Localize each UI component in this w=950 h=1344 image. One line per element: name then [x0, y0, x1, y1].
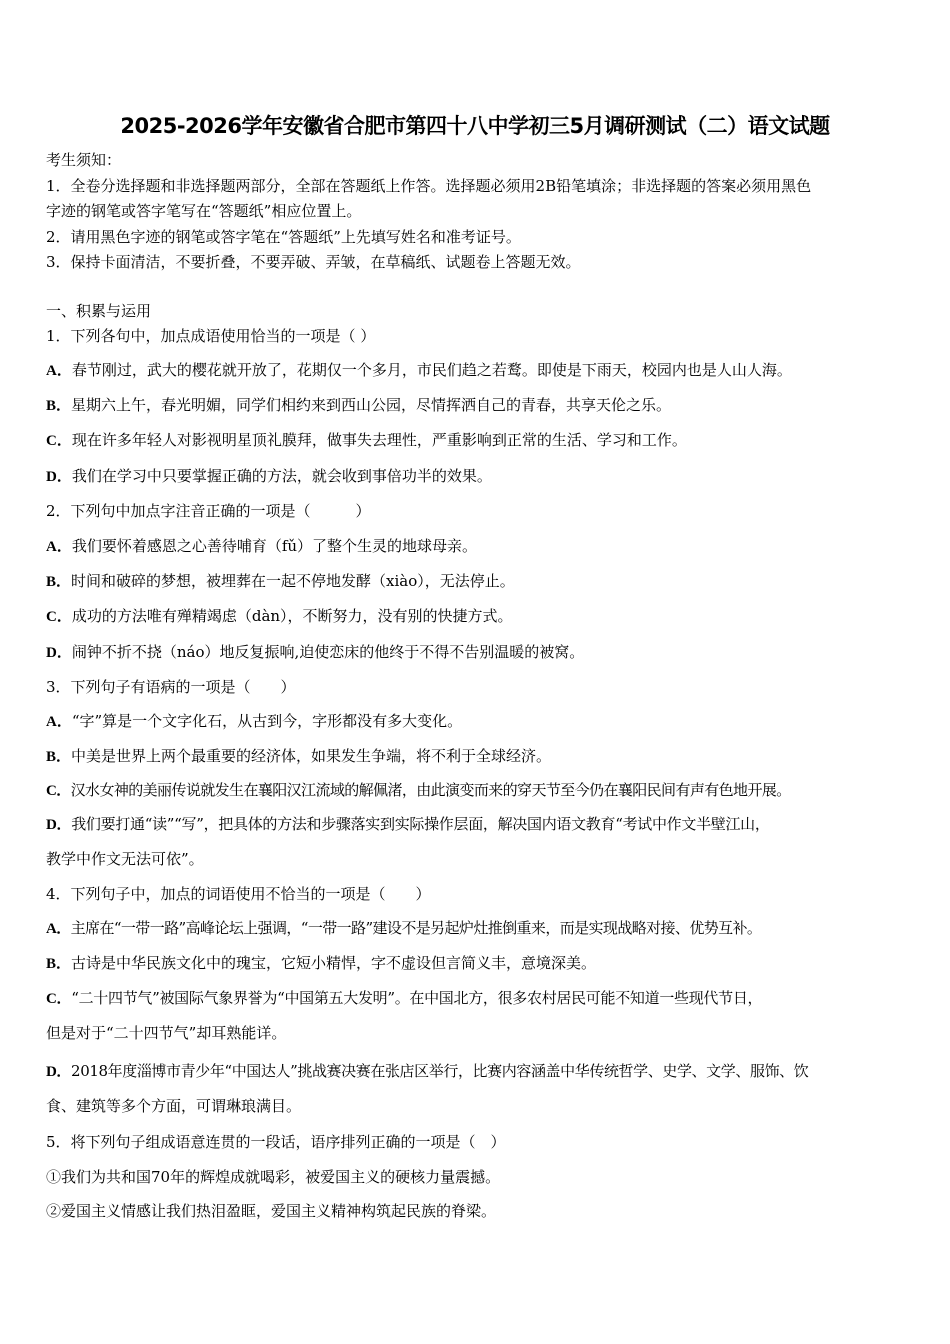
- option-text: 春节刚过，武大的樱花就开放了，花期仅一个多月，市民们趋之若鹜。即使是下雨天，校园内也是人山人海。: [71, 361, 792, 379]
- option-text: 汉水女神的美丽传说就发生在襄阳汉江流域的解佩渚，由此演变而来的穿天节至今仍在襄阳民间有声有色地开展。: [70, 781, 791, 799]
- option-continuation: 食、建筑等多个方面，可谓琳琅满目。: [46, 1097, 302, 1115]
- option-label: D．: [46, 1064, 72, 1080]
- option: [46, 814, 770, 835]
- option-text: “二十四节气”被国际气象界誉为“中国第五大发明”。在中国北方，很多农村居民可能不知道一些现代节日，: [71, 989, 763, 1007]
- option: [46, 918, 761, 939]
- option: [46, 571, 515, 592]
- option-text: 我们在学习中只要掌握正确的方法，就会收到事倍功半的效果。: [71, 467, 492, 485]
- option: [46, 953, 596, 974]
- option-label: C．: [46, 783, 71, 799]
- option-label: D．: [46, 817, 72, 833]
- item-text: 我们为共和国70年的辉煌成就喝彩，被爱国主义的硬核力量震撼。: [61, 1168, 501, 1186]
- option-label: A．: [46, 921, 71, 937]
- question-stem: 3．下列句子有语病的一项是（ ）: [46, 678, 296, 696]
- option-label: B．: [46, 398, 72, 414]
- question-stem: 1．下列各句中，加点成语使用恰当的一项是（ ）: [46, 327, 376, 345]
- option-label: B．: [46, 749, 72, 765]
- option-text: 我们要打通“读”“写”，把具体的方法和步骤落实到实际操作层面，解决国内语文教育“考试中作文半壁江山，: [71, 815, 770, 833]
- option: [46, 746, 551, 767]
- notice-line: 字迹的钢笔或答字笔写在“答题纸”相应位置上。: [46, 202, 362, 220]
- section-heading: 一、积累与运用: [46, 302, 152, 320]
- option-text: 古诗是中华民族文化中的瑰宝，它短小精悍，字不虚设但言简义丰，意境深美。: [71, 954, 597, 972]
- option-label: C．: [46, 609, 72, 625]
- item-number: ①: [46, 1168, 62, 1186]
- option-label: C．: [46, 433, 72, 449]
- option-label: B．: [46, 956, 72, 972]
- page-title: 2025-2026学年安徽省合肥市第四十八中学初三5月调研测试（二）语文试题: [120, 114, 830, 138]
- option: [46, 988, 762, 1009]
- option-label: D．: [46, 645, 72, 661]
- option-text: 中美是世界上两个最重要的经济体，如果发生争端，将不利于全球经济。: [71, 747, 552, 765]
- option-label: A．: [46, 539, 72, 555]
- notice-heading: 考生须知：: [46, 151, 122, 169]
- option-label: A．: [46, 714, 72, 730]
- option-text: 现在许多年轻人对影视明星顶礼膜拜，做事失去理性，严重影响到正常的生活、学习和工作。: [71, 431, 687, 449]
- option-text: 闹钟不折不挠（náo）地反复振响,迫使恋床的他终于不得不告别温暖的被窝。: [71, 643, 585, 661]
- option-text: 星期六上午，春光明媚，同学们相约来到西山公园，尽情挥洒自己的青春，共享天伦之乐。: [71, 396, 672, 414]
- option-label: A．: [46, 363, 72, 379]
- option-text: 成功的方法唯有殚精竭虑（dàn），不断努力，没有别的快捷方式。: [71, 607, 513, 625]
- item-text: 爱国主义情感让我们热泪盈眶，爱国主义精神构筑起民族的脊梁。: [61, 1202, 497, 1220]
- sentence-item: [46, 1167, 500, 1187]
- option: [46, 642, 584, 663]
- option: [46, 430, 687, 451]
- option-text: “字”算是一个文字化石，从古到今，字形都没有多大变化。: [71, 712, 463, 730]
- option-label: B．: [46, 574, 72, 590]
- question-stem: 2．下列句中加点字注音正确的一项是（ ）: [46, 502, 371, 520]
- sentence-item: [46, 1201, 496, 1221]
- option: [46, 780, 791, 801]
- option: [46, 395, 671, 416]
- option-continuation: 教学中作文无法可依”。: [46, 850, 204, 868]
- option-continuation: 但是对于“二十四节气”却耳熟能详。: [46, 1024, 287, 1042]
- option: [46, 360, 792, 381]
- option: [46, 536, 477, 557]
- option: [46, 466, 492, 487]
- option: [46, 1061, 808, 1082]
- notice-line: 1．全卷分选择题和非选择题两部分，全部在答题纸上作答。选择题必须用2B铅笔填涂；非选择题的答案必须用黑色: [46, 177, 812, 195]
- item-number: ②: [46, 1202, 62, 1220]
- notice-line: 2．请用黑色字迹的钢笔或答字笔在“答题纸”上先填写姓名和准考证号。: [46, 228, 521, 246]
- question-stem: 4．下列句子中，加点的词语使用不恰当的一项是（ ）: [46, 885, 431, 903]
- option-label: C．: [46, 991, 72, 1007]
- option-text: 主席在“一带一路”高峰论坛上强调，“一带一路”建设不是另起炉灶推倒重来，而是实现战略对接、优势互补。: [70, 919, 762, 937]
- option-text: 我们要怀着感恩之心善待哺育（fǔ）了整个生灵的地球母亲。: [71, 537, 478, 555]
- question-stem: 5．将下列句子组成语意连贯的一段话，语序排列正确的一项是（ ）: [46, 1133, 506, 1151]
- option-text: 2018年度淄博市青少年“中国达人”挑战赛决赛在张店区举行，比赛内容涵盖中华传统哲学、史学、文学、服饰、饮: [71, 1062, 809, 1080]
- option-label: D．: [46, 469, 72, 485]
- option: [46, 606, 513, 627]
- option: [46, 711, 462, 732]
- option-text: 时间和破碎的梦想，被埋葬在一起不停地发酵（xiào），无法停止。: [71, 572, 515, 590]
- notice-line: 3．保持卡面清洁，不要折叠，不要弄破、弄皱，在草稿纸、试题卷上答题无效。: [46, 253, 581, 271]
